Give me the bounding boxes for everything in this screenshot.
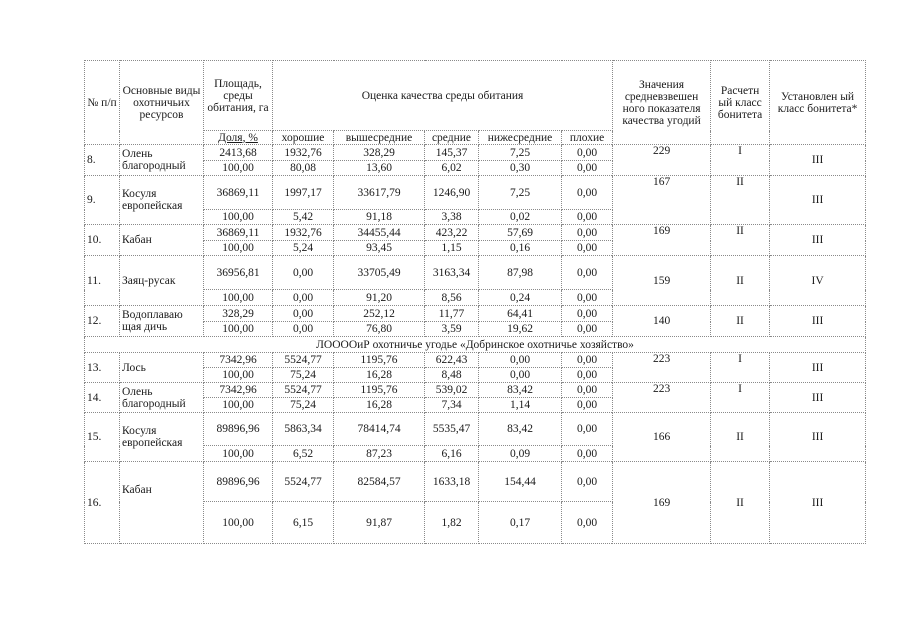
- cell-share-avg: 3,59: [425, 322, 479, 337]
- cell-bad: 0,00: [562, 256, 613, 290]
- cell-share-area: 100,00: [204, 446, 273, 462]
- cell-share-bad: 0,00: [562, 368, 613, 383]
- cell-set-class: IV: [770, 256, 866, 306]
- cell-share-good: 0,00: [273, 290, 334, 306]
- row-num: 14.: [85, 383, 120, 413]
- cell-weighted: 167: [613, 176, 711, 225]
- section-row: [85, 337, 866, 353]
- cell-share-below: 0,24: [479, 290, 562, 306]
- cell-calc-class: II: [711, 413, 770, 462]
- cell-share-below: 0,16: [479, 241, 562, 256]
- cell-weighted: 229: [613, 145, 711, 176]
- cell-bad: 0,00: [562, 462, 613, 502]
- cell-good: 5524,77: [273, 353, 334, 368]
- cell-share-bad: 0,00: [562, 290, 613, 306]
- cell-set-class: III: [770, 383, 866, 413]
- cell-calc-class: I: [711, 145, 770, 176]
- cell-set-class: III: [770, 306, 866, 337]
- row-species: Олень благородный: [120, 383, 204, 413]
- cell-set-class: III: [770, 145, 866, 176]
- header-area: Площадь, среды обитания, га: [204, 61, 273, 131]
- cell-share-bad: 0,00: [562, 502, 613, 544]
- habitat-quality-table: [84, 60, 866, 544]
- row-species: Косуля европейская: [120, 176, 204, 225]
- cell-share-avg: 3,38: [425, 210, 479, 225]
- row-num: 12.: [85, 306, 120, 337]
- header-row: [85, 61, 866, 131]
- cell-area: 89896,96: [204, 462, 273, 502]
- cell-share-above: 87,23: [334, 446, 425, 462]
- header-share: Доля, %: [204, 131, 273, 145]
- row-species: Лось: [120, 353, 204, 383]
- cell-weighted: 166: [613, 413, 711, 462]
- row-species: Косуля европейская: [120, 413, 204, 462]
- cell-avg: 1246,90: [425, 176, 479, 210]
- cell-good: 1932,76: [273, 225, 334, 241]
- cell-avg: 11,77: [425, 306, 479, 322]
- cell-calc-class: II: [711, 176, 770, 225]
- row-num: 9.: [85, 176, 120, 225]
- header-species: Основные виды охотничьих ресурсов: [120, 61, 204, 145]
- cell-share-good: 0,00: [273, 322, 334, 337]
- cell-good: 0,00: [273, 256, 334, 290]
- cell-bad: 0,00: [562, 383, 613, 398]
- header-set-class: Установлен ый класс бонитета*: [770, 61, 866, 145]
- cell-set-class: III: [770, 353, 866, 383]
- cell-share-good: 75,24: [273, 398, 334, 413]
- cell-calc-class: II: [711, 225, 770, 256]
- cell-share-area: 100,00: [204, 368, 273, 383]
- cell-above: 1195,76: [334, 353, 425, 368]
- cell-bad: 0,00: [562, 225, 613, 241]
- cell-area: 328,29: [204, 306, 273, 322]
- table-row: [85, 383, 866, 398]
- cell-above: 34455,44: [334, 225, 425, 241]
- cell-share-above: 16,28: [334, 368, 425, 383]
- row-species: Заяц-русак: [120, 256, 204, 306]
- cell-avg: 145,37: [425, 145, 479, 161]
- cell-share-good: 5,42: [273, 210, 334, 225]
- cell-avg: 539,02: [425, 383, 479, 398]
- cell-share-above: 76,80: [334, 322, 425, 337]
- section-title: ЛООООиР охотничье угодье «Добринское охотничье хозяйство»: [85, 337, 866, 353]
- cell-share-below: 1,14: [479, 398, 562, 413]
- cell-good: 5863,34: [273, 413, 334, 446]
- cell-below: 57,69: [479, 225, 562, 241]
- table-row: [85, 176, 866, 210]
- cell-bad: 0,00: [562, 306, 613, 322]
- cell-share-good: 75,24: [273, 368, 334, 383]
- cell-share-good: 5,24: [273, 241, 334, 256]
- cell-share-below: 0,30: [479, 161, 562, 176]
- cell-bad: 0,00: [562, 145, 613, 161]
- cell-share-above: 91,18: [334, 210, 425, 225]
- cell-calc-class: II: [711, 462, 770, 544]
- cell-share-avg: 8,56: [425, 290, 479, 306]
- cell-area: 36956,81: [204, 256, 273, 290]
- cell-calc-class: I: [711, 383, 770, 413]
- cell-share-area: 100,00: [204, 290, 273, 306]
- header-quality: Оценка качества среды обитания: [273, 61, 613, 131]
- cell-calc-class: II: [711, 256, 770, 306]
- cell-bad: 0,00: [562, 353, 613, 368]
- cell-weighted: 169: [613, 225, 711, 256]
- cell-above: 78414,74: [334, 413, 425, 446]
- cell-avg: 622,43: [425, 353, 479, 368]
- cell-below: 7,25: [479, 176, 562, 210]
- document-page: [84, 60, 865, 544]
- cell-weighted: 223: [613, 353, 711, 383]
- cell-set-class: III: [770, 225, 866, 256]
- cell-share-below: 0,17: [479, 502, 562, 544]
- cell-area: 89896,96: [204, 413, 273, 446]
- cell-area: 7342,96: [204, 383, 273, 398]
- table-row: [85, 353, 866, 368]
- cell-good: 1932,76: [273, 145, 334, 161]
- cell-below: 83,42: [479, 413, 562, 446]
- cell-calc-class: II: [711, 306, 770, 337]
- cell-avg: 5535,47: [425, 413, 479, 446]
- cell-share-bad: 0,00: [562, 322, 613, 337]
- table-row: [85, 306, 866, 322]
- row-num: 8.: [85, 145, 120, 176]
- row-num: 13.: [85, 353, 120, 383]
- cell-above: 33617,79: [334, 176, 425, 210]
- cell-avg: 3163,34: [425, 256, 479, 290]
- cell-weighted: 223: [613, 383, 711, 413]
- cell-above: 252,12: [334, 306, 425, 322]
- cell-share-below: 0,00: [479, 368, 562, 383]
- cell-share-area: 100,00: [204, 161, 273, 176]
- cell-above: 33705,49: [334, 256, 425, 290]
- cell-set-class: III: [770, 462, 866, 544]
- cell-share-area: 100,00: [204, 241, 273, 256]
- cell-share-good: 6,52: [273, 446, 334, 462]
- cell-share-avg: 1,15: [425, 241, 479, 256]
- row-num: 10.: [85, 225, 120, 256]
- cell-area: 7342,96: [204, 353, 273, 368]
- cell-above: 82584,57: [334, 462, 425, 502]
- cell-share-bad: 0,00: [562, 210, 613, 225]
- cell-below: 154,44: [479, 462, 562, 502]
- cell-good: 5524,77: [273, 383, 334, 398]
- cell-share-bad: 0,00: [562, 446, 613, 462]
- header-above-avg: вышесредние: [334, 131, 425, 145]
- header-below-avg: нижесредние: [479, 131, 562, 145]
- cell-above: 328,29: [334, 145, 425, 161]
- cell-share-above: 91,87: [334, 502, 425, 544]
- cell-share-above: 91,20: [334, 290, 425, 306]
- cell-good: 5524,77: [273, 462, 334, 502]
- cell-bad: 0,00: [562, 413, 613, 446]
- row-species: Кабан: [120, 225, 204, 256]
- cell-share-area: 100,00: [204, 210, 273, 225]
- row-num: 15.: [85, 413, 120, 462]
- cell-share-bad: 0,00: [562, 161, 613, 176]
- header-weighted: Значения средневзвешен ного показателя качества угодий: [613, 61, 711, 145]
- row-num: 11.: [85, 256, 120, 306]
- cell-below: 7,25: [479, 145, 562, 161]
- cell-share-below: 0,09: [479, 446, 562, 462]
- row-species: Олень благородный: [120, 145, 204, 176]
- cell-share-good: 6,15: [273, 502, 334, 544]
- cell-share-below: 19,62: [479, 322, 562, 337]
- cell-above: 1195,76: [334, 383, 425, 398]
- cell-below: 83,42: [479, 383, 562, 398]
- cell-bad: 0,00: [562, 176, 613, 210]
- table-row: [85, 256, 866, 290]
- cell-calc-class: I: [711, 353, 770, 383]
- cell-below: 64,41: [479, 306, 562, 322]
- cell-avg: 423,22: [425, 225, 479, 241]
- cell-share-avg: 8,48: [425, 368, 479, 383]
- cell-share-bad: 0,00: [562, 241, 613, 256]
- cell-share-avg: 6,02: [425, 161, 479, 176]
- cell-weighted: 169: [613, 462, 711, 544]
- header-calc-class: Расчетн ый класс бонитета: [711, 61, 770, 145]
- cell-share-avg: 7,34: [425, 398, 479, 413]
- cell-area: 2413,68: [204, 145, 273, 161]
- table-row: [85, 145, 866, 161]
- cell-share-avg: 1,82: [425, 502, 479, 544]
- cell-share-area: 100,00: [204, 502, 273, 544]
- header-good: хорошие: [273, 131, 334, 145]
- cell-weighted: 140: [613, 306, 711, 337]
- cell-weighted: 159: [613, 256, 711, 306]
- row-species: Водоплаваю щая дичь: [120, 306, 204, 337]
- header-num: № п/п: [85, 61, 120, 145]
- cell-share-above: 16,28: [334, 398, 425, 413]
- cell-share-bad: 0,00: [562, 398, 613, 413]
- table-row: [85, 225, 866, 241]
- table-row: [85, 413, 866, 446]
- row-species: Кабан: [120, 462, 204, 544]
- cell-below: 87,98: [479, 256, 562, 290]
- cell-below: 0,00: [479, 353, 562, 368]
- cell-share-avg: 6,16: [425, 446, 479, 462]
- cell-set-class: III: [770, 413, 866, 462]
- cell-good: 0,00: [273, 306, 334, 322]
- cell-area: 36869,11: [204, 225, 273, 241]
- header-avg: средние: [425, 131, 479, 145]
- cell-share-area: 100,00: [204, 322, 273, 337]
- cell-share-area: 100,00: [204, 398, 273, 413]
- header-bad: плохие: [562, 131, 613, 145]
- cell-share-above: 93,45: [334, 241, 425, 256]
- row-num: 16.: [85, 462, 120, 544]
- cell-avg: 1633,18: [425, 462, 479, 502]
- cell-share-above: 13,60: [334, 161, 425, 176]
- table-row: [85, 462, 866, 502]
- cell-good: 1997,17: [273, 176, 334, 210]
- cell-area: 36869,11: [204, 176, 273, 210]
- cell-share-below: 0,02: [479, 210, 562, 225]
- cell-set-class: III: [770, 176, 866, 225]
- cell-share-good: 80,08: [273, 161, 334, 176]
